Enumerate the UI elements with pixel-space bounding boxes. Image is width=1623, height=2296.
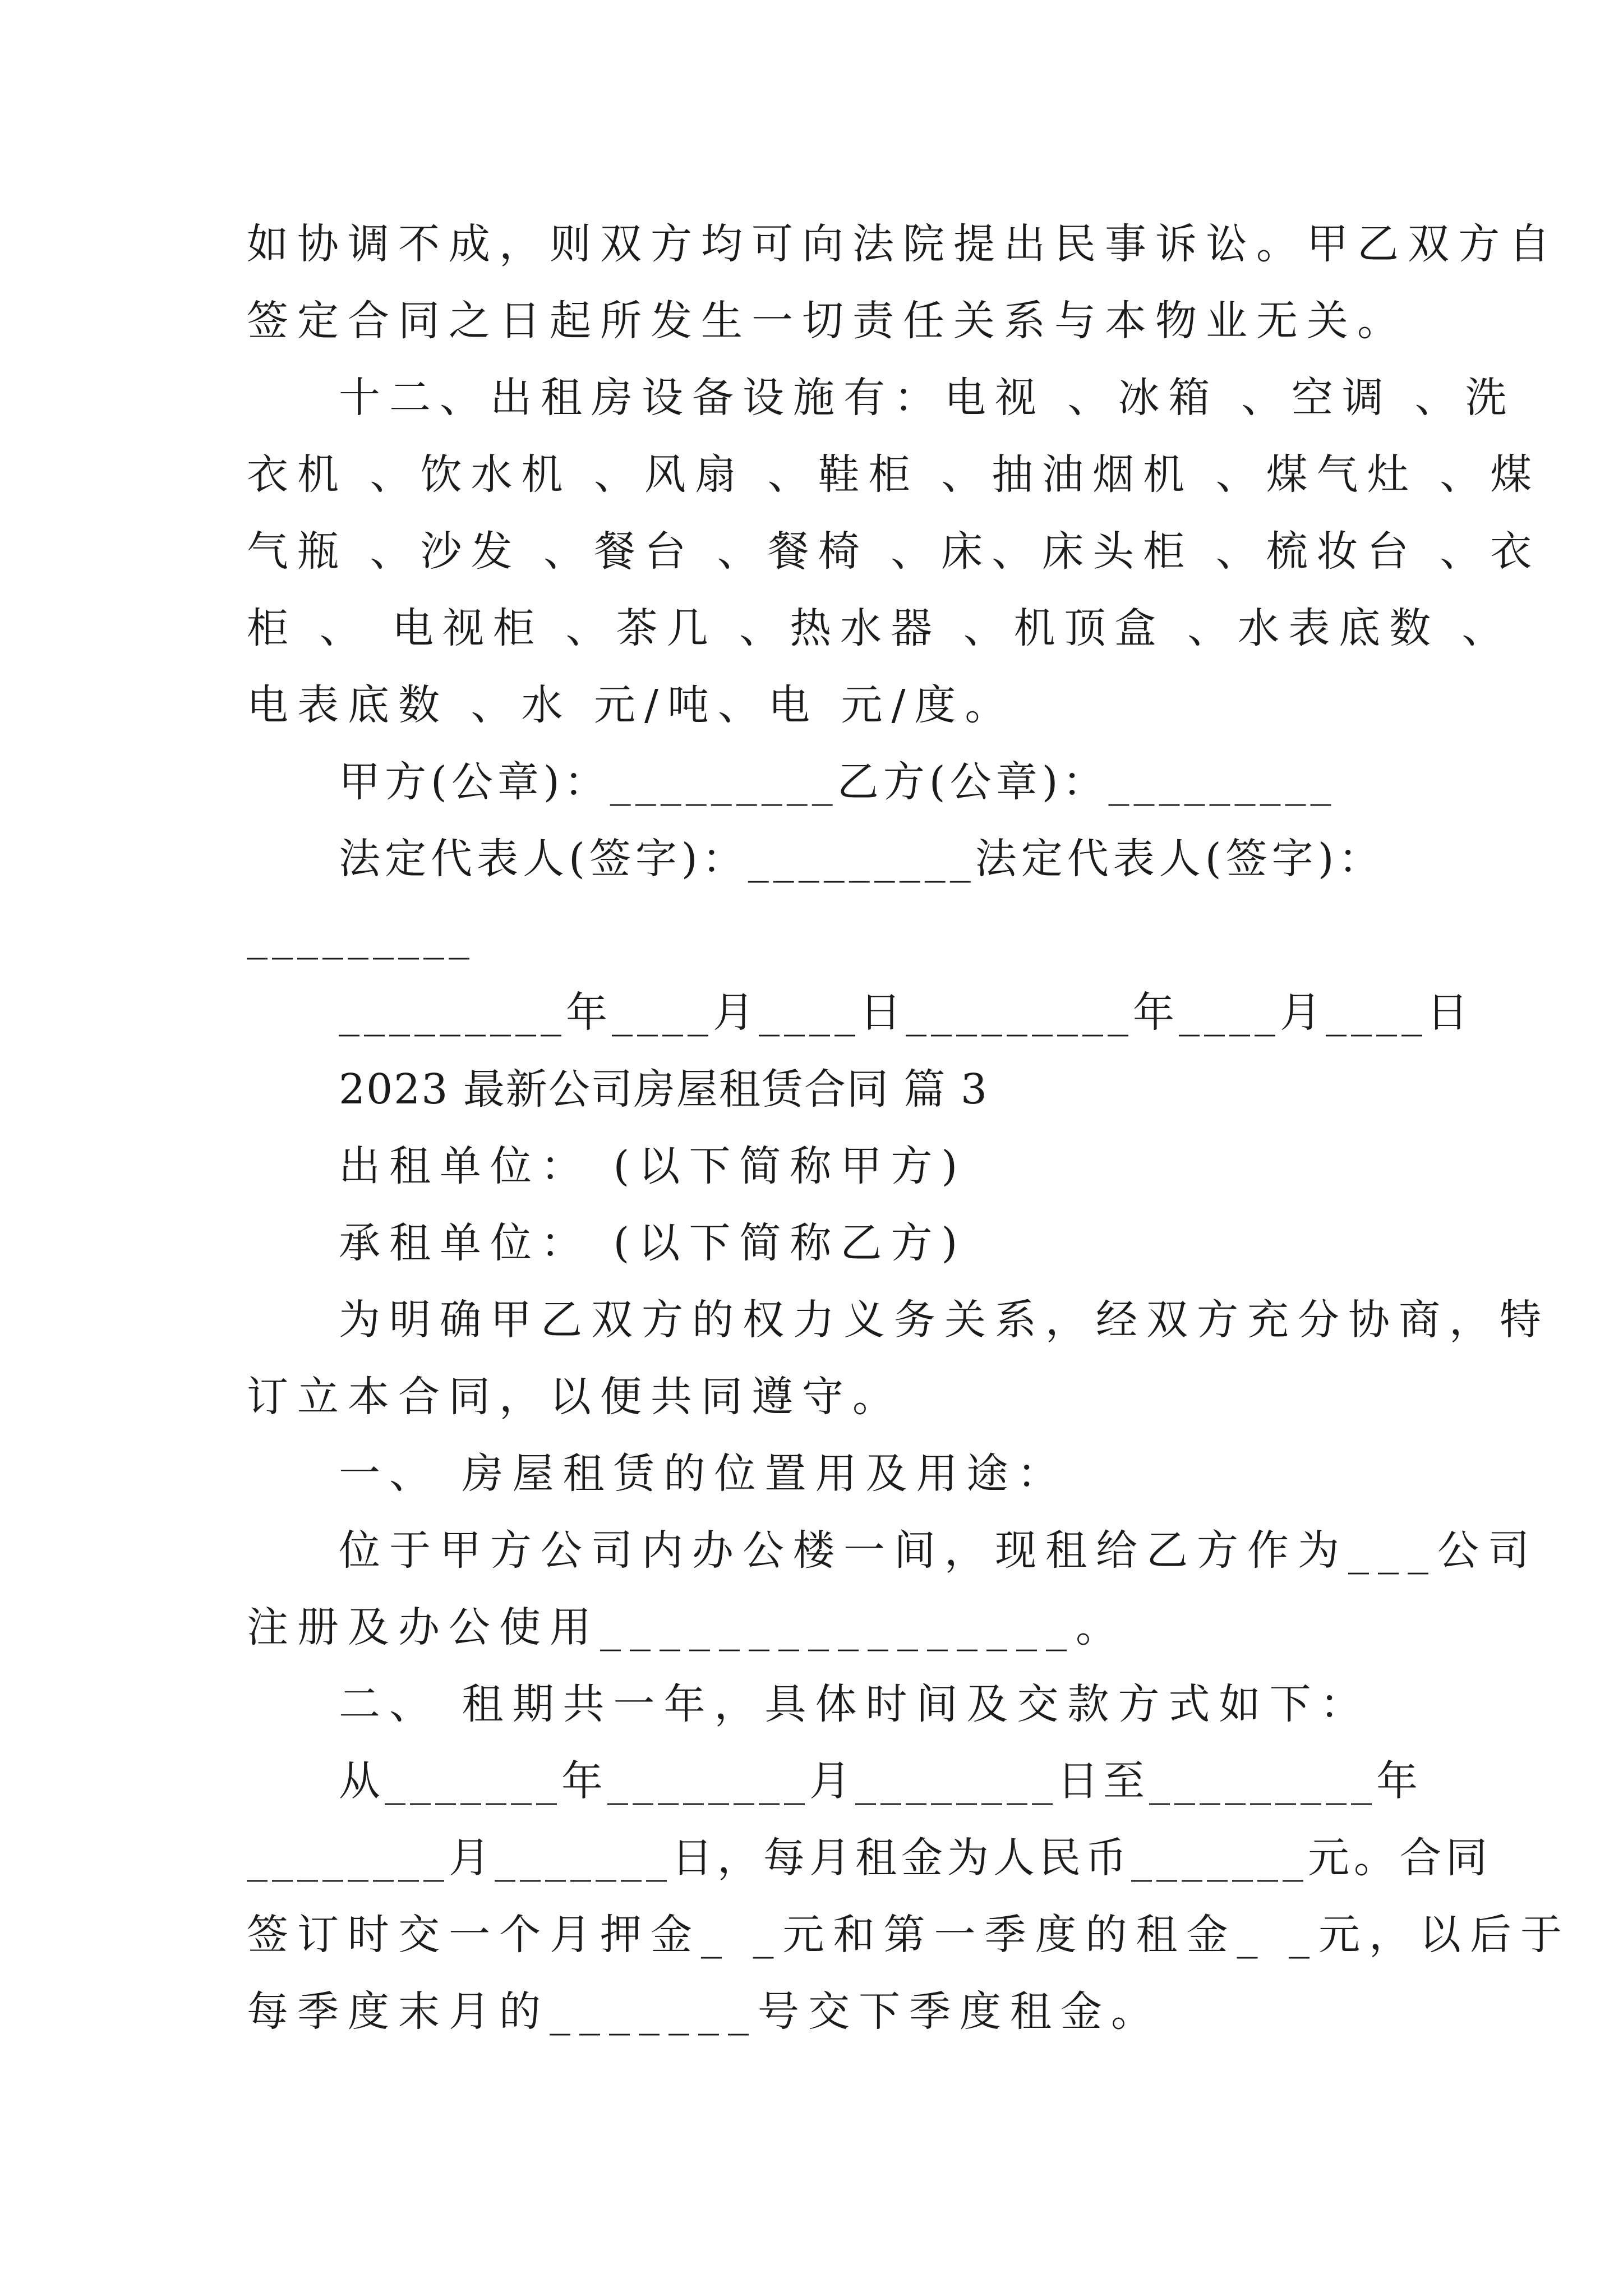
- signature-line-seal: 甲方(公章)：_________乙方(公章)：_________: [339, 758, 1336, 806]
- clause-heading: 一、 房屋租赁的位置用及用途：: [339, 1450, 1068, 1498]
- text-line: 气瓶 、沙发 、餐台 、餐椅 、床、床头柜 、梳妆台 、衣: [247, 527, 1541, 576]
- text-line: 十二、出租房设备设施有：电视 、冰箱 、空调 、洗: [339, 374, 1516, 422]
- text-line: 签订时交一个月押金_ _元和第一季度的租金_ _元，以后于: [247, 1911, 1571, 1959]
- lessor-line: 出租单位： (以下简称甲方): [339, 1142, 967, 1190]
- text-line: 签定合同之日起所发生一切责任关系与本物业无关。: [247, 297, 1408, 345]
- text-line: 注册及办公使用________________。: [247, 1603, 1126, 1651]
- date-line: _________年____月____日_________年____月____日: [339, 988, 1473, 1037]
- text-line: 如协调不成，则双方均可向法院提出民事诉讼。甲乙双方自: [247, 220, 1559, 268]
- text-line: 每季度末月的_______号交下季度租金。: [247, 1987, 1161, 2036]
- text-line: 电表底数 、水 元/吨、电 元/度。: [247, 681, 1016, 729]
- signature-line-representative: 法定代表人(签字)：_________法定代表人(签字)：: [339, 835, 1385, 883]
- text-line: 为明确甲乙双方的权力义务关系，经双方充分协商，特: [339, 1296, 1550, 1344]
- clause-heading: 二、 租期共一年，具体时间及交款方式如下：: [339, 1680, 1371, 1728]
- text-line: 从_______年________月________日至_________年: [339, 1757, 1422, 1805]
- signature-blank: _________: [247, 912, 474, 960]
- section-title: 2023 最新公司房屋租赁合同 篇 3: [339, 1065, 988, 1114]
- text-line: ________月_______日，每月租金为人民币_______元。合同: [247, 1834, 1492, 1882]
- text-line: 柜 、 电视柜 、茶几 、热水器 、机顶盒 、水表底数 、: [247, 604, 1513, 652]
- text-line: 衣机 、饮水机 、风扇 、鞋柜 、抽油烟机 、煤气灶 、煤: [247, 450, 1541, 499]
- text-line: 位于甲方公司内办公楼一间，现租给乙方作为___公司: [339, 1526, 1538, 1575]
- lessee-line: 承租单位： (以下简称乙方): [339, 1219, 967, 1267]
- text-line: 订立本合同，以便共同遵守。: [247, 1373, 903, 1421]
